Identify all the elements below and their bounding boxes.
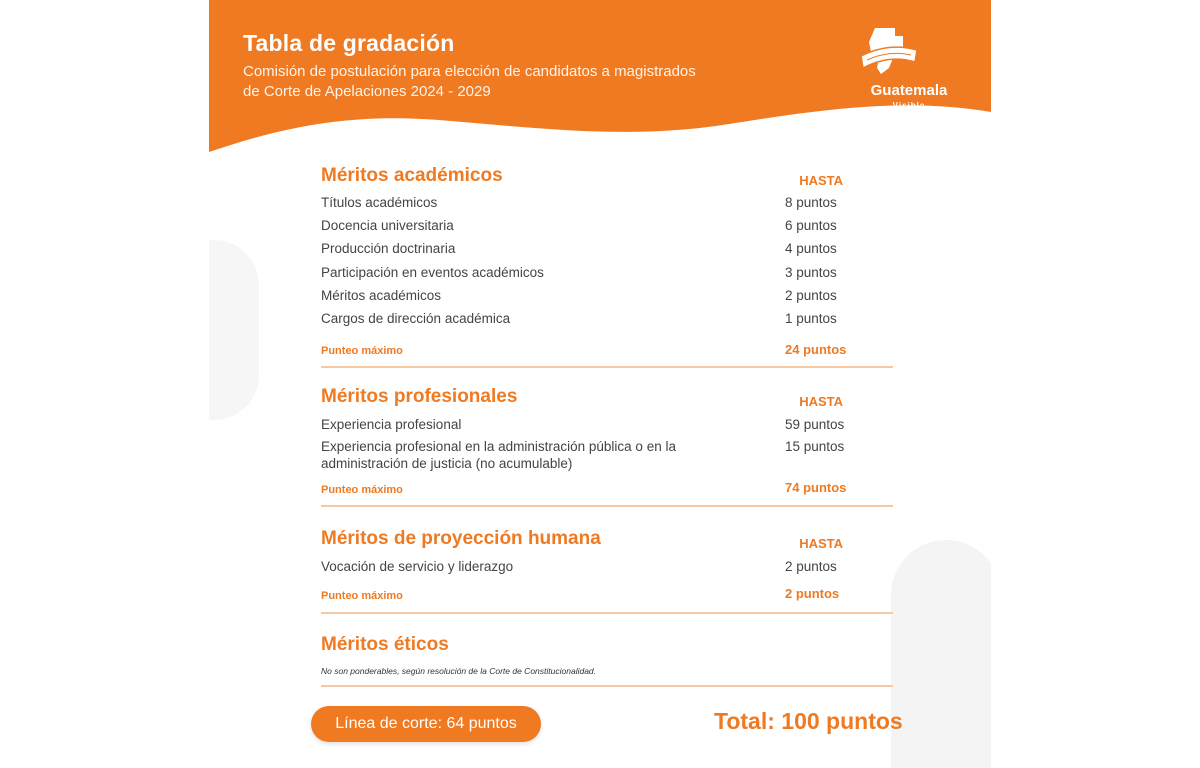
row-label: Títulos académicos: [321, 195, 438, 210]
max-score-label: Punteo máximo: [321, 590, 403, 602]
guatemala-map-icon: [859, 24, 919, 82]
max-score-label: Punteo máximo: [321, 345, 403, 357]
row-value: 3 puntos: [785, 265, 837, 280]
page-subtitle: [243, 62, 763, 102]
logo-tagline: Visible: [892, 101, 926, 110]
row-label: Experiencia profesional en la administración pública o en la administración de justicia (no acumulable): [321, 439, 676, 471]
section-meritos-eticos: [321, 634, 893, 687]
section-note: No son ponderables, según resolución de la Corte de Constitucionalidad.: [321, 666, 597, 676]
row-label: Participación en eventos académicos: [321, 265, 544, 280]
row-value: 15 puntos: [785, 439, 845, 454]
guatemala-visible-logo: [859, 24, 959, 114]
row-label: Producción doctrinaria: [321, 241, 456, 256]
row-value: 1 puntos: [785, 311, 837, 326]
row-value: 6 puntos: [785, 218, 837, 233]
subtitle-line: Comisión de postulación para elección de candidatos a magistrados: [243, 63, 696, 80]
row-value: 4 puntos: [785, 241, 837, 256]
header-banner: [209, 0, 991, 160]
section-meritos-proyeccion-humana: [321, 528, 893, 614]
logo-wordmark: Guatemala: [870, 82, 948, 99]
max-score-label: Punteo máximo: [321, 484, 403, 496]
subtitle-line: de Corte de Apelaciones 2024 - 2029: [243, 83, 491, 100]
total-points: Total: 100 puntos: [714, 708, 903, 734]
section-hasta-label: HASTA: [799, 394, 843, 409]
row-value: 2 puntos: [785, 288, 837, 303]
row-label: Cargos de dirección académica: [321, 311, 511, 326]
page-title: Tabla de gradación: [243, 30, 455, 56]
section-meritos-academicos: [321, 165, 893, 368]
max-score-value: 2 puntos: [785, 586, 840, 601]
background-shape: [209, 240, 259, 420]
row-label: Docencia universitaria: [321, 218, 454, 233]
max-score-value: 24 puntos: [785, 342, 847, 357]
section-hasta-label: HASTA: [799, 173, 843, 188]
section-title: Méritos de proyección humana: [321, 528, 601, 549]
section-title: Méritos profesionales: [321, 386, 518, 407]
row-label: Méritos académicos: [321, 288, 442, 303]
row-value: 2 puntos: [785, 559, 837, 574]
grading-table-card: [209, 0, 991, 768]
section-hasta-label: HASTA: [799, 536, 843, 551]
section-meritos-profesionales: [321, 386, 893, 507]
cutoff-line-badge: Línea de corte: 64 puntos: [311, 706, 541, 742]
section-title: Méritos éticos: [321, 634, 449, 655]
row-value: 8 puntos: [785, 195, 837, 210]
row-label: Vocación de servicio y liderazgo: [321, 559, 514, 574]
background-shape: [891, 540, 991, 768]
row-value: 59 puntos: [785, 417, 845, 432]
section-title: Méritos académicos: [321, 165, 503, 186]
row-label: Experiencia profesional: [321, 417, 462, 432]
max-score-value: 74 puntos: [785, 480, 847, 495]
